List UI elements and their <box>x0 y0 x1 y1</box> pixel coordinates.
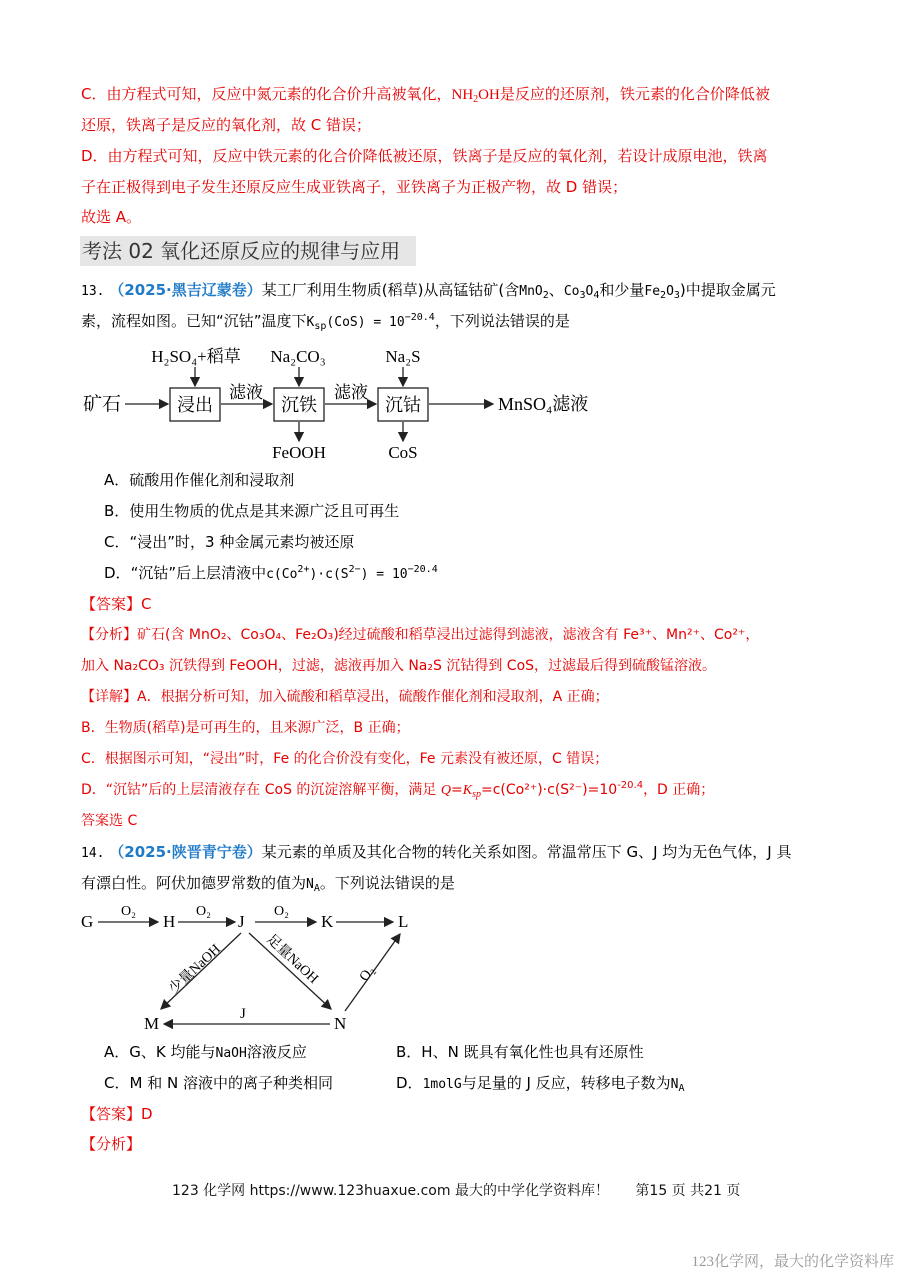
answer-tag: 【答案】 <box>81 1105 142 1123</box>
node-h: H <box>163 912 176 931</box>
question-source: （2025·陕晋青宁卷） <box>109 843 262 861</box>
option-label: B． <box>396 1043 422 1061</box>
question-source: （2025·黑吉辽蒙卷） <box>109 281 262 299</box>
footer-text: 123 化学网 https://www.123huaxue.com 最大的中学化学资料库！ <box>172 1183 609 1199</box>
q13-detail-d <box>81 779 714 802</box>
flow-box2-label: 沉铁 <box>281 395 317 415</box>
question-number: 14. <box>81 846 105 861</box>
superscript: 2− <box>348 564 361 575</box>
formula-part: OH <box>478 87 500 103</box>
subscript: 2 <box>473 94 479 105</box>
q14-stem-line1 <box>81 841 792 865</box>
label-n-m: J <box>240 1006 246 1022</box>
q13-final-answer: 答案选 C <box>81 813 138 829</box>
text: 。下列说法错误的是 <box>319 874 455 892</box>
q13-detail-a <box>81 686 609 708</box>
node-l: L <box>398 912 409 931</box>
formula-part: K <box>306 315 315 330</box>
option-label: A． <box>104 1043 130 1061</box>
detail-tag: 【详解】 <box>81 689 137 705</box>
q14-option-b <box>396 1041 644 1063</box>
node-g: G <box>81 912 94 931</box>
q13-option-b <box>104 500 399 522</box>
q13-detail-b: B．生物质(稻草)是可再生的，且来源广泛，B 正确； <box>81 720 410 736</box>
prev-solution-d-line1: D．由方程式可知，反应中铁元素的化合价降低被还原，铁离子是反应的氧化剂，若设计成原电池，铁离 <box>81 147 768 165</box>
flow-input3-label: Na₂S <box>385 347 421 366</box>
q13-analysis-line2: 加入 Na₂CO₃ 沉铁得到 FeOOH，过滤，滤液再加入 Na₂S 沉钴得到 CoS，过滤最后得到硫酸锰溶液。 <box>81 658 717 674</box>
q13-analysis-line1 <box>81 624 759 646</box>
q13-option-a <box>104 469 294 491</box>
prev-solution-c-line1 <box>81 83 770 106</box>
flow-box1-label: 浸出 <box>177 395 213 415</box>
flow-start-label: 矿石 <box>83 394 122 415</box>
q13-stem-line2 <box>81 310 570 334</box>
subscript: sp <box>472 789 481 800</box>
text: 和少量 <box>599 281 645 299</box>
label-o2-gh: O₂ <box>121 904 136 919</box>
option-label: C． <box>104 533 130 551</box>
option-text: “浸出”时，3 种金属元素均被还原 <box>129 533 355 551</box>
formula-naoh: NaOH <box>215 1046 247 1061</box>
option-label: B． <box>104 502 130 520</box>
text: 某元素的单质及其化合物的转化关系如图。常温常压下 G、J 均为无色气体，J 具 <box>261 843 792 861</box>
formula-nh2oh <box>451 87 499 103</box>
avogadro-symbol <box>671 1077 685 1092</box>
q14-option-c <box>104 1072 333 1094</box>
q14-conversion-diagram <box>78 898 428 1038</box>
formula-part: Co <box>563 284 580 299</box>
q14-stem-line2 <box>81 872 455 896</box>
arrow-j-n <box>249 933 331 1009</box>
q13-option-d <box>104 562 438 586</box>
option-text: 与足量的 J 反应，转移电子数为 <box>461 1074 671 1092</box>
q14-analysis-tag: 【分析】 <box>81 1135 142 1153</box>
formula-part: O <box>585 284 594 299</box>
option-label: D． <box>104 564 131 582</box>
label-j-n: 足量NaOH <box>263 931 321 987</box>
analysis-tag: 【分析】 <box>81 627 137 643</box>
subscript: 3 <box>673 290 680 301</box>
question-number: 13. <box>81 284 105 299</box>
option-text: G、K 均能与 <box>129 1043 216 1061</box>
subscript: sp <box>314 321 327 332</box>
q14-option-d <box>396 1072 685 1096</box>
q13-flow-diagram <box>80 338 610 468</box>
page-footer <box>172 1180 740 1200</box>
prev-solution-d-line2: 子在正极得到电子发生还原反应生成亚铁离子，亚铁离子为正极产物，故 D 错误； <box>81 178 628 196</box>
node-k: K <box>321 912 334 931</box>
text: ，下列说法错误的是 <box>434 312 570 330</box>
q13-option-c <box>104 531 354 553</box>
text: 素，流程如图。已知“沉钴”温度下 <box>81 312 307 330</box>
text: 是反应的还原剂，铁元素的化合价降低被 <box>499 85 770 103</box>
formula-q: Q <box>440 783 451 798</box>
q14-answer <box>81 1103 153 1125</box>
formula-mno2 <box>519 284 549 299</box>
formula-part: )·c(S <box>309 567 349 582</box>
label-o2-nl: O₂ <box>356 963 378 985</box>
option-text: 硫酸用作催化剂和浸取剂 <box>129 471 295 489</box>
formula-part: N <box>670 1077 679 1092</box>
avogadro-symbol <box>306 877 320 892</box>
formula-part: Fe <box>644 284 661 299</box>
formula-co3o4 <box>564 284 600 299</box>
node-m: M <box>144 1014 160 1033</box>
formula-part: = <box>451 782 463 798</box>
text: 有漂白性。阿伏加德罗常数的值为 <box>81 874 307 892</box>
option-label: A． <box>104 471 130 489</box>
watermark: 123化学网，最大的化学资料库 <box>691 1254 894 1270</box>
formula-part: N <box>306 877 314 892</box>
label-o2-hj: O₂ <box>196 904 211 919</box>
formula-part: O <box>666 284 674 299</box>
answer-tag: 【答案】 <box>81 595 142 613</box>
option-text: “沉钴”后上层清液中 <box>130 564 267 582</box>
subscript: 2 <box>660 290 667 301</box>
q14-option-a <box>104 1041 307 1065</box>
q13-stem-line1 <box>81 279 776 303</box>
q13-answer <box>81 593 152 615</box>
formula-part: NH <box>451 87 474 103</box>
subscript: A <box>313 883 320 894</box>
node-n: N <box>334 1014 347 1033</box>
page-number: 第15 页 共21 页 <box>635 1183 741 1199</box>
option-text: M 和 N 溶液中的离子种类相同 <box>129 1074 333 1092</box>
flow-out2-label: FeOOH <box>272 443 326 462</box>
option-label: D． <box>396 1074 423 1092</box>
label-j-m: 少量NaOH <box>166 941 224 997</box>
subscript: A <box>678 1083 685 1094</box>
subscript: 3 <box>579 290 586 301</box>
text: )中提取金属元 <box>679 281 776 299</box>
flow-input1-label: H₂SO₄+稻草 <box>151 347 241 366</box>
detail-text: ，D 正确； <box>643 782 715 798</box>
formula-1molg: 1molG <box>422 1077 462 1092</box>
superscript: 2+ <box>297 564 310 575</box>
section-header: 考法 02 氧化还原反应的规律与应用 <box>80 236 416 266</box>
ksp-expression <box>306 312 435 332</box>
q13-detail-c: C．根据图示可知，“浸出”时，Fe 的化合价没有变化，Fe 元素没有被还原，C 错误； <box>81 751 609 767</box>
flow-edge1-label: 滤液 <box>229 383 263 402</box>
superscript: -20.4 <box>617 780 644 791</box>
detail-text: D．“沉钴”后的上层清液存在 CoS 的沉淀溶解平衡，满足 <box>81 782 441 798</box>
flow-input2-label: Na₂CO₃ <box>270 347 326 366</box>
formula-part: =c(Co²⁺)·c(S²⁻)=10 <box>480 782 618 798</box>
detail-text: A．根据分析可知，加入硫酸和稻草浸出，硫酸作催化剂和浸取剂，A 正确； <box>137 689 609 705</box>
superscript: −20.4 <box>404 312 435 323</box>
formula-part: ) = 10 <box>360 567 408 582</box>
formula-k: K <box>462 783 473 798</box>
node-j: J <box>238 912 245 931</box>
analysis-text: 矿石(含 MnO₂、Co₃O₄、Fe₂O₃)经过硫酸和稻草浸出过滤得到滤液，滤液含有 Fe³⁺、Mn²⁺、Co²⁺， <box>137 627 760 643</box>
label-o2-jk: O₂ <box>274 904 289 919</box>
text: 某工厂利用生物质(稻草)从高锰钴矿(含 <box>261 281 520 299</box>
flow-out3-label: CoS <box>388 443 418 462</box>
subscript: 2 <box>542 290 549 301</box>
answer-value: C <box>141 595 152 613</box>
text: 、 <box>548 281 564 299</box>
formula-fe2o3 <box>644 284 680 299</box>
flow-end-label: MnSO₄滤液 <box>498 394 589 414</box>
prev-solution-choice: 故选 A。 <box>81 208 142 226</box>
subscript: 4 <box>593 290 600 301</box>
formula-part: (CoS) = 10 <box>326 315 405 330</box>
option-text: 使用生物质的优点是其来源广泛且可再生 <box>129 502 400 520</box>
prev-solution-c-line2: 还原，铁离子是反应的氧化剂，故 C 错误； <box>81 116 372 134</box>
formula-part: MnO <box>519 284 543 299</box>
option-text: H、N 既具有氧化性也具有还原性 <box>421 1043 644 1061</box>
option-text: 溶液反应 <box>246 1043 307 1061</box>
flow-edge2-label: 滤液 <box>334 383 368 402</box>
answer-value: D <box>141 1105 153 1123</box>
formula-concentration-product <box>266 564 438 582</box>
superscript: −20.4 <box>407 564 438 575</box>
flow-box3-label: 沉钴 <box>385 395 421 415</box>
text: C．由方程式可知，反应中氮元素的化合价升高被氧化， <box>81 85 452 103</box>
formula-part: c(Co <box>266 567 298 582</box>
option-label: C． <box>104 1074 130 1092</box>
